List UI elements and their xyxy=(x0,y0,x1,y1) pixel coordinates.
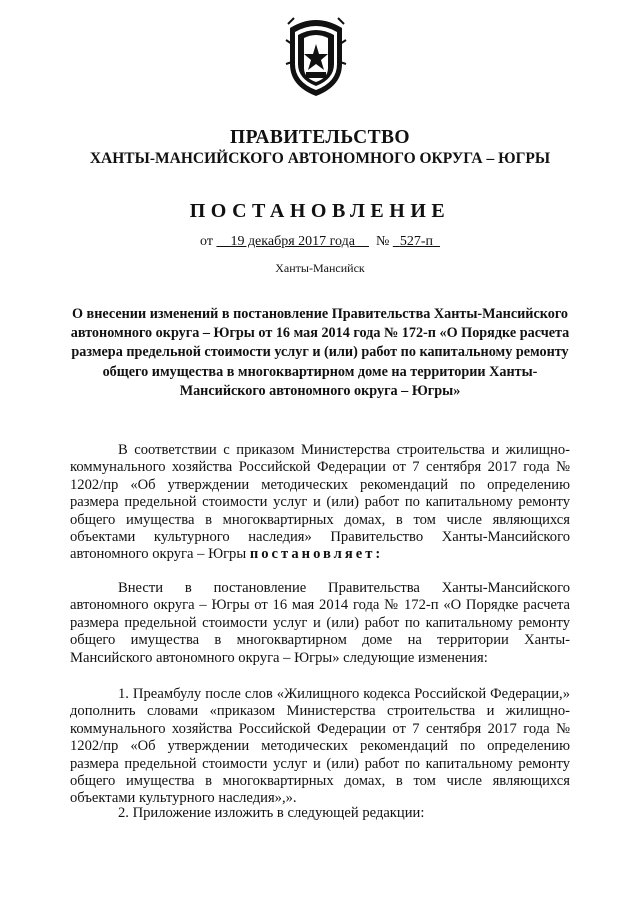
item-2-paragraph xyxy=(70,805,570,822)
item-1-paragraph xyxy=(70,686,570,808)
preamble-text: В соответствии с приказом Министерства строительства и жилищно-коммунального хозяйства Российской Федерации от 7 сентября 2017 года № 1202/пр «Об утверждении методических рекомендаций по определению размера предельной стоимости услуг и (или) работ по капитальному ремонту общего имущества в многоквартирных домах, в том числе являющихся объектами культурного наследия» Правительство Ханты-Мансийского автономного округа – Югры xyxy=(70,442,570,563)
document-subject: О внесении изменений в постановление Правительства Ханты-Мансийского автономного округа – Югры от 16 мая 2014 года № 172-п «О Порядке расчета размера предельной стоимости услуг и (или) работ по капитальному ремонту общего имущества в многоквартирном доме на территории Ханты-Мансийского автономного округа – Югры» xyxy=(70,306,570,399)
region-title: ХАНТЫ-МАНСИЙСКОГО АВТОНОМНОГО ОКРУГА – ЮГРЫ xyxy=(89,150,551,167)
document-type: ПОСТАНОВЛЕНИЕ xyxy=(189,200,451,222)
date-prefix: от xyxy=(200,234,213,249)
item-1-text: 1. Преамбулу после слов «Жилищного кодекса Российской Федерации,» дополнить словами «приказом Министерства строительства и жилищно-коммунального хозяйства Российской Федерации от 7 сентября 2017 года № 1202/пр «Об утверждении методических рекомендаций по определению размера предельной стоимости услуг и (или) работ по капитальному ремонту общего имущества в многоквартирных домах, в том числе являющихся объектами культурного наследия»,». xyxy=(70,686,570,807)
number-prefix: № xyxy=(375,234,390,249)
document-number: 527-п xyxy=(399,234,433,249)
city: Ханты-Мансийск xyxy=(275,261,365,275)
government-title: ПРАВИТЕЛЬСТВО xyxy=(230,127,410,148)
document-date: 19 декабря 2017 года xyxy=(230,234,355,249)
preamble-paragraph xyxy=(70,442,570,564)
resolves-word: постановляет: xyxy=(249,546,384,563)
date-number-line xyxy=(0,234,640,250)
intro-paragraph xyxy=(70,580,570,667)
coat-of-arms-emblem xyxy=(284,14,348,98)
item-2-text: 2. Приложение изложить в следующей редакции: xyxy=(118,805,425,821)
intro-text: Внести в постановление Правительства Ханты-Мансийского автономного округа – Югры от 16 мая 2014 года № 172-п «О Порядке расчета размера предельной стоимости услуг и (или) работ по капитальному ремонту общего имущества в многоквартирном доме на территории Ханты-Мансийского автономного округа – Югры» следующие изменения: xyxy=(70,580,570,666)
